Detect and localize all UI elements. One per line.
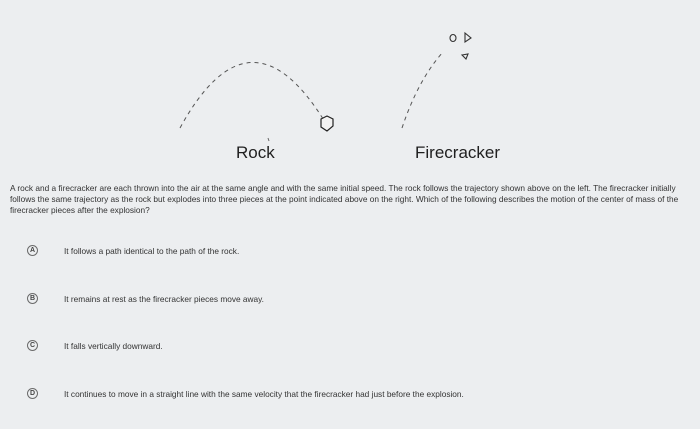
trajectory-figure: [0, 0, 700, 180]
option-b[interactable]: [27, 293, 264, 304]
option-c-badge: C: [27, 340, 38, 351]
option-b-text: It remains at rest as the firecracker pieces move away.: [64, 293, 264, 304]
option-c[interactable]: [27, 340, 163, 351]
rock-label: Rock: [236, 143, 275, 162]
option-a-text: It follows a path identical to the path of the rock.: [64, 245, 240, 256]
firecracker-label: Firecracker: [415, 143, 501, 162]
firecracker-piece-2: [465, 33, 471, 42]
option-d[interactable]: [27, 388, 464, 399]
stray-mark: [268, 138, 269, 141]
option-a[interactable]: [27, 245, 239, 256]
question-text: A rock and a firecracker are each thrown into the air at the same angle and with the same initial speed. The rock follows the trajectory shown above on the left. The firecracker initially follows the same trajectory as the rock but explodes into three pieces at the point indicated above on the right. Which of the following describes the motion of the center of mass of the firecracker pieces after the explosion?: [10, 183, 679, 215]
firecracker-trajectory: [402, 52, 443, 128]
firecracker-piece-1: [450, 35, 456, 42]
trajectory-diagram: [0, 0, 700, 180]
rock-trajectory: [180, 62, 325, 128]
option-b-badge: B: [27, 293, 38, 304]
option-a-badge: A: [27, 245, 38, 256]
firecracker-piece-3: [462, 54, 468, 59]
rock-icon: [321, 116, 333, 131]
option-c-text: It falls vertically downward.: [64, 340, 163, 351]
option-d-text: It continues to move in a straight line with the same velocity that the firecracker had just before the explosion.: [64, 388, 464, 399]
option-d-badge: D: [27, 388, 38, 399]
